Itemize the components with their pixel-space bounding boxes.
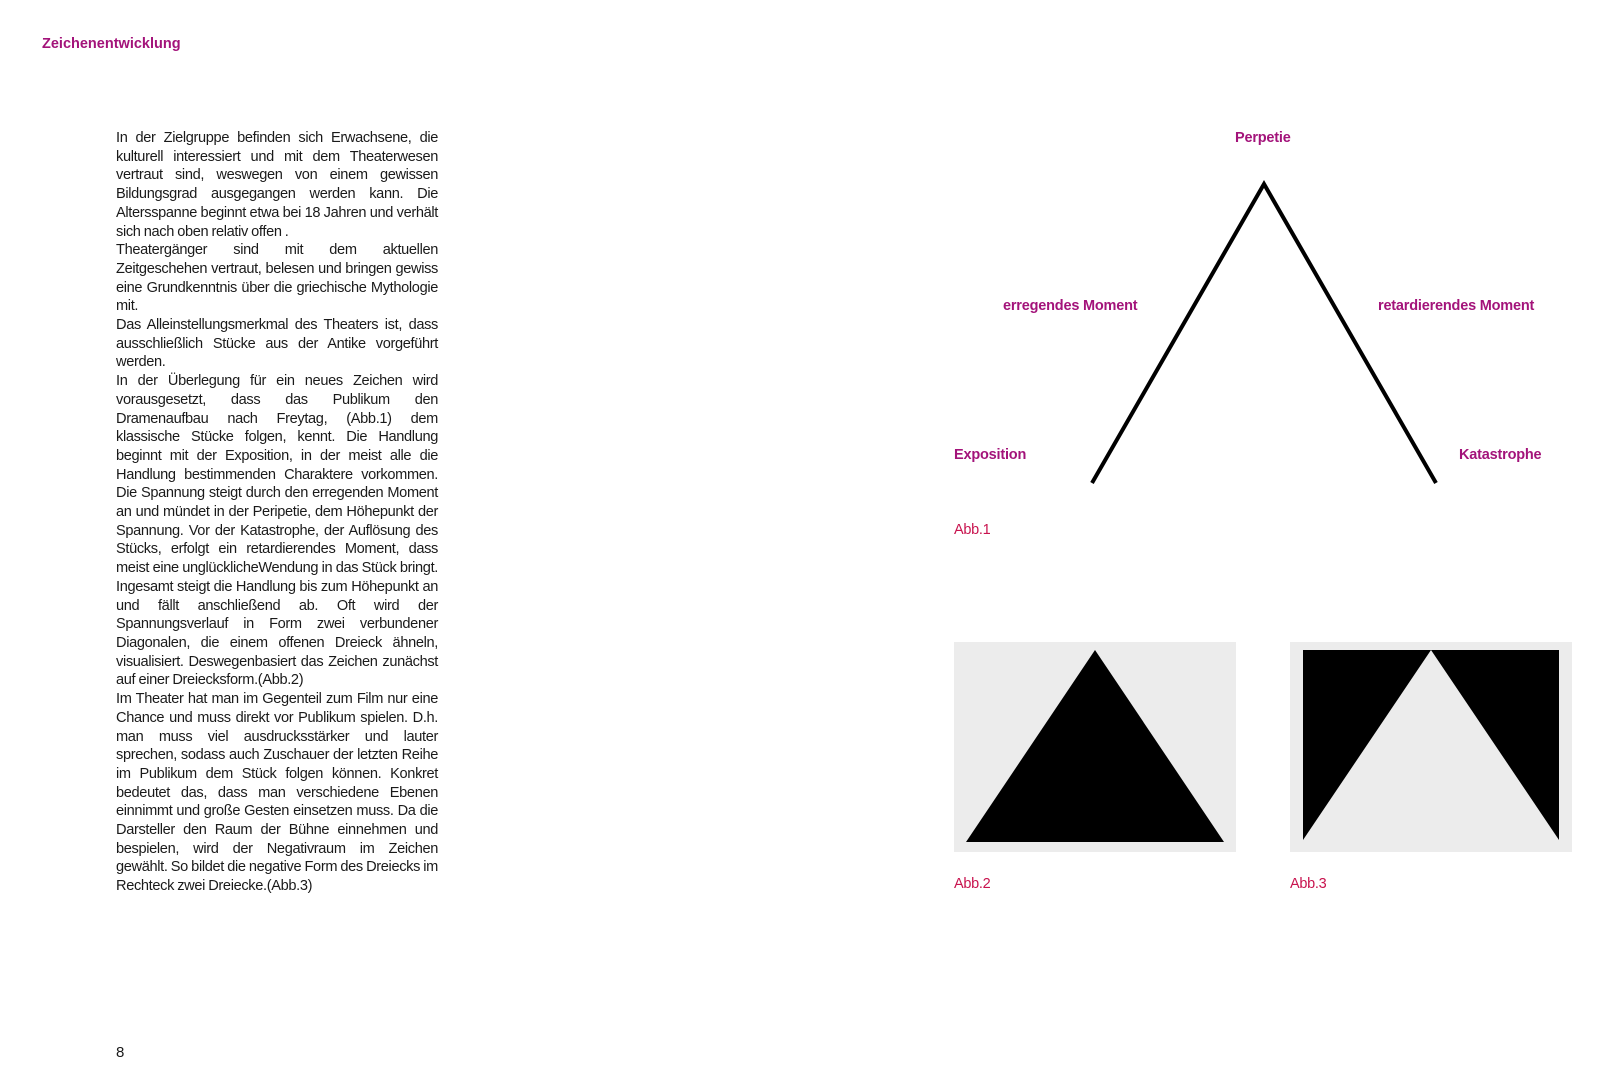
label-perpetie: Perpetie <box>1235 130 1291 146</box>
body-text <box>116 129 438 896</box>
page-number: 8 <box>116 1044 125 1061</box>
freytag-pyramid-lines <box>1092 184 1436 483</box>
freytag-pyramid-figure <box>1080 175 1440 490</box>
paragraph: In der Zielgruppe befinden sich Erwachsene, die kulturell interessiert und mit dem Theaterwesen vertraut sind, weswegen von einem gewissen Bildungsgrad ausgegangen werden kann. Die Altersspanne beginnt etwa bei 18 Jahren und verhält sich nach oben relativ offen . <box>116 130 438 240</box>
figure-caption-abb1: Abb.1 <box>954 522 991 538</box>
paragraph: Das Alleinstellungsmerkmal des Theaters ist, dass ausschließlich Stücke aus der Antike vorgeführt werden. <box>116 317 438 371</box>
paragraph: In der Überlegung für ein neues Zeichen wird vorausgesetzt, dass das Publikum den Dramenaufbau nach Freytag, (Abb.1) dem klassische Stücke folgen, kennt. Die Handlung beginnt mit der Exposition, in der meist alle die Handlung bestimmenden Charaktere vorkommen. Die Spannung steigt durch den erregenden Moment an und mündet in der Peripetie, dem Höhepunkt der Spannung. Vor der Katastrophe, der Auflösung des Stücks, erfolgt ein retardierendes Moment, dass meist eine unglücklicheWendung in das Stück bringt. Ingesamt steigt die Handlung bis zum Höhepunkt an und fällt anschließend ab. Oft wird der Spannungsverlauf in Form zwei verbundener Diagonalen, die einem offenen Dreieck ähneln, visualisiert. Deswegenbasiert das Zeichen zunächst auf einer Dreiecksform.(Abb.2) <box>116 373 438 689</box>
figure-caption-abb2: Abb.2 <box>954 876 991 892</box>
label-exposition: Exposition <box>954 447 1027 463</box>
paragraph: Theatergänger sind mit dem aktuellen Zeitgeschehen vertraut, belesen und bringen gewiss eine Grundkenntnis über die griechische Mythologie mit. <box>116 242 438 315</box>
label-retardierendes-moment: retardierendes Moment <box>1378 298 1535 314</box>
paragraph: Im Theater hat man im Gegenteil zum Film nur eine Chance und muss direkt vor Publikum spielen. D.h. man muss viel ausdrucksstärker und lauter sprechen, sodass auch Zuschauer der letzten Reihe im Publikum dem Stück folgen können. Konkret bedeutet das, dass man verschiedene Ebenen einnimmt und große Gesten einsetzen muss. Da die Darsteller den Raum der Bühne einnehmen und bespielen, wird der Negativraum im Zeichen gewählt. So bildet die negative Form des Dreiecks im Rechteck zwei Dreiecke.(Abb.3) <box>116 691 438 895</box>
triangle-figure <box>954 642 1236 852</box>
figure-caption-abb3: Abb.3 <box>1290 876 1327 892</box>
section-title: Zeichenentwicklung <box>42 36 181 52</box>
label-katastrophe: Katastrophe <box>1459 447 1542 463</box>
negative-triangle-figure <box>1290 642 1572 852</box>
label-erregendes-moment: erregendes Moment <box>1003 298 1138 314</box>
